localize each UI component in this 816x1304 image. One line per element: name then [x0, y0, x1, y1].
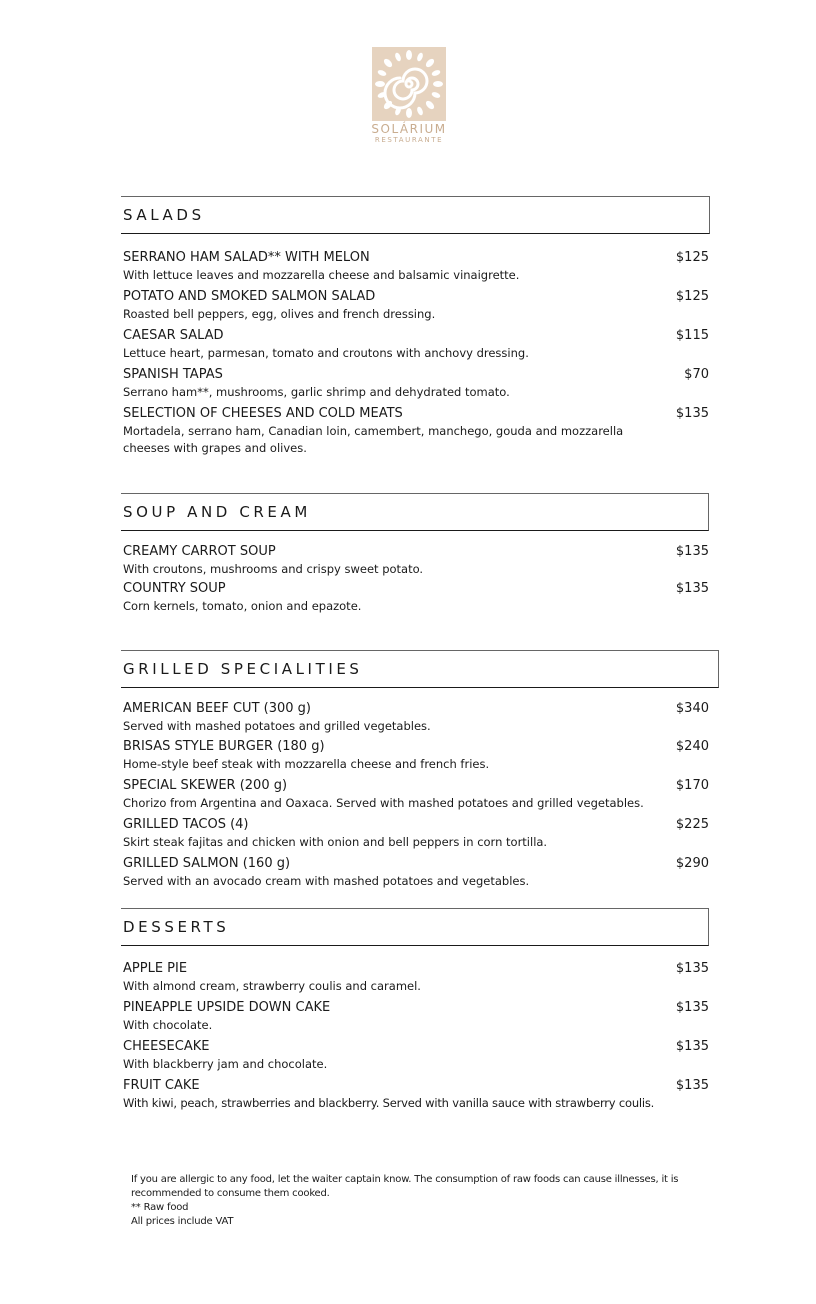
menu-item	[123, 855, 711, 890]
item-price: $135	[675, 406, 709, 421]
item-description: Home-style beef steak with mozzarella cheese and french fries.	[123, 757, 490, 771]
item-name: SELECTION OF CHEESES AND COLD MEATS	[123, 406, 403, 421]
item-name: GRILLED SALMON (160 g)	[123, 856, 291, 871]
item-description: With almond cream, strawberry coulis and caramel.	[123, 979, 421, 993]
item-price: $135	[675, 581, 709, 596]
item-name: GRILLED TACOS (4)	[123, 817, 249, 832]
menu-item	[123, 543, 711, 578]
menu-item	[123, 1077, 711, 1112]
item-description: With chocolate.	[123, 1018, 213, 1032]
item-description: Served with an avocado cream with mashed potatoes and vegetables.	[123, 874, 530, 888]
item-price: $240	[675, 739, 709, 754]
menu-item	[123, 960, 711, 995]
item-description: Chorizo from Argentina and Oaxaca. Served with mashed potatoes and grilled vegetables.	[123, 796, 644, 810]
section-title: DESSERTS	[123, 918, 230, 936]
menu-item	[123, 288, 711, 323]
item-name: AMERICAN BEEF CUT (300 g)	[123, 701, 311, 716]
item-price: $115	[675, 328, 709, 343]
item-description: Skirt steak fajitas and chicken with onion and bell peppers in corn tortilla.	[123, 835, 548, 849]
item-price: $70	[684, 367, 709, 382]
item-description: With lettuce leaves and mozzarella cheese and balsamic vinaigrette.	[123, 268, 520, 282]
section-header-soup	[121, 493, 709, 531]
item-price: $135	[675, 961, 709, 976]
menu-item	[123, 700, 711, 735]
menu-item	[123, 1038, 711, 1073]
item-price: $125	[675, 289, 709, 304]
section-header-salads	[121, 196, 710, 234]
item-price: $135	[675, 1000, 709, 1015]
item-name: PINEAPPLE UPSIDE DOWN CAKE	[123, 1000, 331, 1015]
item-name: SPECIAL SKEWER (200 g)	[123, 778, 288, 793]
menu-item	[123, 738, 711, 773]
item-price: $135	[675, 1078, 709, 1093]
menu-item	[123, 777, 711, 812]
item-description: Serrano ham**, mushrooms, garlic shrimp and dehydrated tomato.	[123, 385, 510, 399]
item-price: $225	[675, 817, 709, 832]
item-description: Served with mashed potatoes and grilled vegetables.	[123, 719, 431, 733]
item-price: $135	[675, 1039, 709, 1054]
item-name: FRUIT CAKE	[123, 1078, 200, 1093]
menu-item	[123, 405, 711, 457]
item-description: Lettuce heart, parmesan, tomato and croutons with anchovy dressing.	[123, 346, 529, 360]
item-name: CREAMY CARROT SOUP	[123, 544, 276, 559]
menu-item	[123, 249, 711, 284]
item-price: $125	[675, 250, 709, 265]
logo-subtitle: RESTAURANTE	[374, 136, 444, 144]
raw-food-note: ** Raw food	[131, 1202, 189, 1213]
item-price: $340	[675, 701, 709, 716]
sun-spiral-icon	[372, 47, 446, 121]
vat-note: All prices include VAT	[131, 1216, 234, 1227]
allergy-note: If you are allergic to any food, let the waiter captain know. The consumption of raw foods can cause illnesses, it is recommended to consume them cooked.	[131, 1174, 679, 1199]
section-header-grilled	[121, 650, 719, 688]
menu-item	[123, 327, 711, 362]
section-title: SOUP AND CREAM	[123, 503, 311, 521]
item-name: CHEESECAKE	[123, 1039, 210, 1054]
item-description: With croutons, mushrooms and crispy sweet potato.	[123, 562, 424, 576]
item-price: $135	[675, 544, 709, 559]
section-title: SALADS	[123, 206, 205, 224]
item-name: POTATO AND SMOKED SALMON SALAD	[123, 289, 376, 304]
item-price: $170	[675, 778, 709, 793]
item-description: Corn kernels, tomato, onion and epazote.	[123, 599, 362, 613]
item-name: APPLE PIE	[123, 961, 188, 976]
item-name: CAESAR SALAD	[123, 328, 224, 343]
menu-item	[123, 999, 711, 1034]
item-name: SPANISH TAPAS	[123, 367, 223, 382]
section-header-desserts	[121, 908, 709, 946]
menu-item	[123, 580, 711, 615]
item-name: COUNTRY SOUP	[123, 581, 226, 596]
menu-item	[123, 816, 711, 851]
item-name: SERRANO HAM SALAD** WITH MELON	[123, 250, 370, 265]
item-description: Mortadela, serrano ham, Canadian loin, camembert, manchego, gouda and mozzarella cheeses with grapes and olives.	[123, 424, 624, 455]
item-name: BRISAS STYLE BURGER (180 g)	[123, 739, 325, 754]
footer-notes	[131, 1173, 701, 1229]
section-title: GRILLED SPECIALITIES	[123, 660, 363, 678]
logo-name: SOLÁRIUM	[371, 122, 447, 136]
item-price: $290	[675, 856, 709, 871]
restaurant-logo	[370, 47, 448, 145]
item-description: With blackberry jam and chocolate.	[123, 1057, 328, 1071]
item-description: Roasted bell peppers, egg, olives and french dressing.	[123, 307, 436, 321]
item-description: With kiwi, peach, strawberries and blackberry. Served with vanilla sauce with strawberry coulis.	[123, 1096, 655, 1110]
menu-item	[123, 366, 711, 401]
